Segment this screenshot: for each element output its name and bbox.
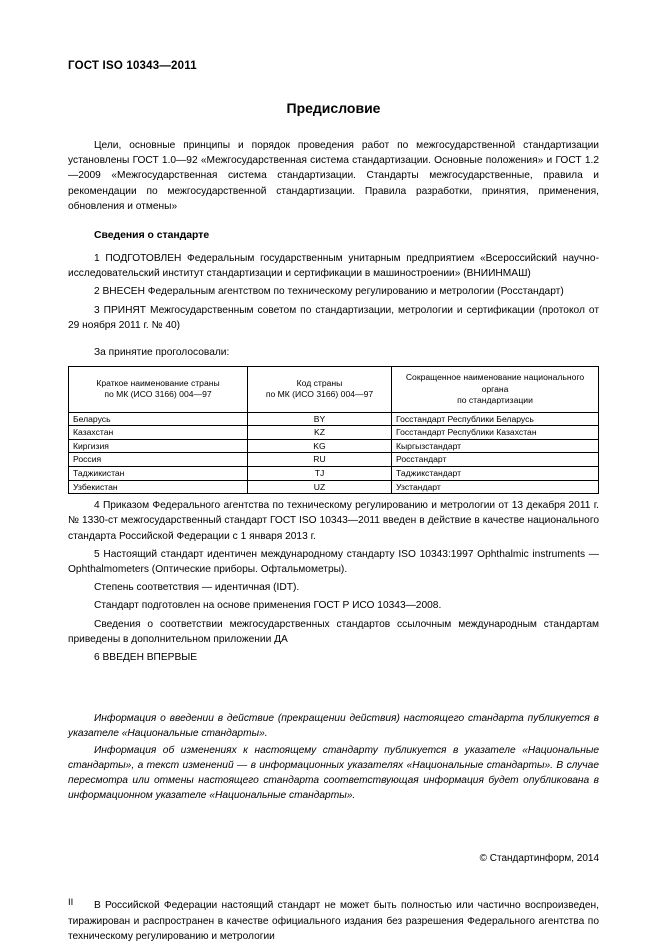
clause-6: 6 ВВЕДЕН ВПЕРВЫЕ [94,651,198,663]
page-number: II [68,897,74,908]
clause-4: 4 Приказом Федерального агентства по техническому регулированию и метрологии от 13 декабря 2011 г. № 1330-ст межгосударственный стандарт ГОСТ ISO 10343—2011 введен в действие в качестве национального стандарта Российской Федерации с 1 января 2013 г. [68,500,599,542]
cell-country: Россия [69,453,248,467]
cell-country: Таджикистан [69,466,248,480]
cell-organization: Кыргызстандарт [392,439,599,453]
votes-table-head [69,367,599,413]
intro-paragraph: Цели, основные принципы и порядок проведения работ по межгосударственной стандартизации установлены ГОСТ 1.0—92 «Межгосударственная система стандартизации. Основные положения» и ГОСТ 1.2—2009 «Межгосударственная система стандартизации. Стандарты межгосударственные, правила и рекомендации по межгосударственной стандартизации. Правила разработки, принятия, применения, обновления и отмены» [68,140,599,212]
italic-notes [68,711,599,803]
cell-organization: Госстандарт Республики Беларусь [392,412,599,426]
clause-3: 3 ПРИНЯТ Межгосударственным советом по стандартизации, метрологии и сертификации (протокол от 29 ноября 2011 г. № 40) [68,304,599,331]
conformity-degree: Степень соответствия — идентичная (IDT). [94,582,300,594]
table-row [69,412,599,426]
cell-organization: Госстандарт Республики Казахстан [392,426,599,440]
cell-code: RU [248,453,392,467]
page-title: Предисловие [286,100,381,116]
column-header-country: Краткое наименование страны по МК (ИСО 3166) 004—97 [69,367,248,413]
clause-2: 2 ВНЕСЕН Федеральным агентством по техническому регулированию и метрологии (Росстандарт) [94,286,564,298]
clause-5: 5 Настоящий стандарт идентичен международному стандарту ISO 10343:1997 Ophthalmic instruments — Ophthalmometers (Оптические приборы. Офтальмометры). [68,548,599,575]
clause-1: 1 ПОДГОТОВЛЕН Федеральным государственным унитарным предприятием «Всероссийский научно-исследовательский институт стандартизации и сертификации в машиностроении» (ВНИИНМАШ) [68,253,599,280]
cell-code: UZ [248,480,392,494]
cell-country: Киргизия [69,439,248,453]
italic-note-1: Информация о введении в действие (прекращении действия) настоящего стандарта публикуется в указателе «Национальные стандарты». [68,713,599,740]
votes-table [68,366,599,494]
about-standard-heading: Сведения о стандарте [94,230,210,242]
cell-code: TJ [248,466,392,480]
cell-country: Беларусь [69,412,248,426]
cell-organization: Росстандарт [392,453,599,467]
cell-organization: Узстандарт [392,480,599,494]
cell-code: KZ [248,426,392,440]
table-header-row [69,367,599,413]
column-header-code: Код страны по МК (ИСО 3166) 004—97 [248,367,392,413]
cell-code: KG [248,439,392,453]
table-row [69,439,599,453]
table-row [69,466,599,480]
votes-table-body [69,412,599,494]
column-header-organization: Сокращенное наименование национального органа по стандартизации [392,367,599,413]
cell-organization: Таджикстандарт [392,466,599,480]
vote-intro: За принятие проголосовали: [94,347,230,359]
correspondence-note: Сведения о соответствии межгосударственных стандартов ссылочным международным стандартам приведены в дополнительном приложении ДА [68,618,599,645]
document-header: ГОСТ ISO 10343—2011 [68,60,197,72]
copyright-line: © Стандартинформ, 2014 [479,853,599,865]
italic-note-2: Информация об изменениях к настоящему стандарту публикуется в указателе «Национальные стандарты», а текст изменений — в информационных указателях «Национальные стандарты». В случае пересмотра или отмены настоящего стандарта соответствующая информация будет опубликована в информационном указателе «Национальные стандарты». [68,744,599,802]
table-row [69,480,599,494]
cell-country: Казахстан [69,426,248,440]
cell-country: Узбекистан [69,480,248,494]
table-row [69,453,599,467]
table-row [69,426,599,440]
cell-code: BY [248,412,392,426]
basis-note: Стандарт подготовлен на основе применения ГОСТ Р ИСО 10343—2008. [94,600,442,612]
footer-note: В Российской Федерации настоящий стандарт не может быть полностью или частично воспроизведен, тиражирован и распространен в качестве официального издания без разрешения Федерального агентства по техническому регулированию и метрологии [68,900,599,942]
